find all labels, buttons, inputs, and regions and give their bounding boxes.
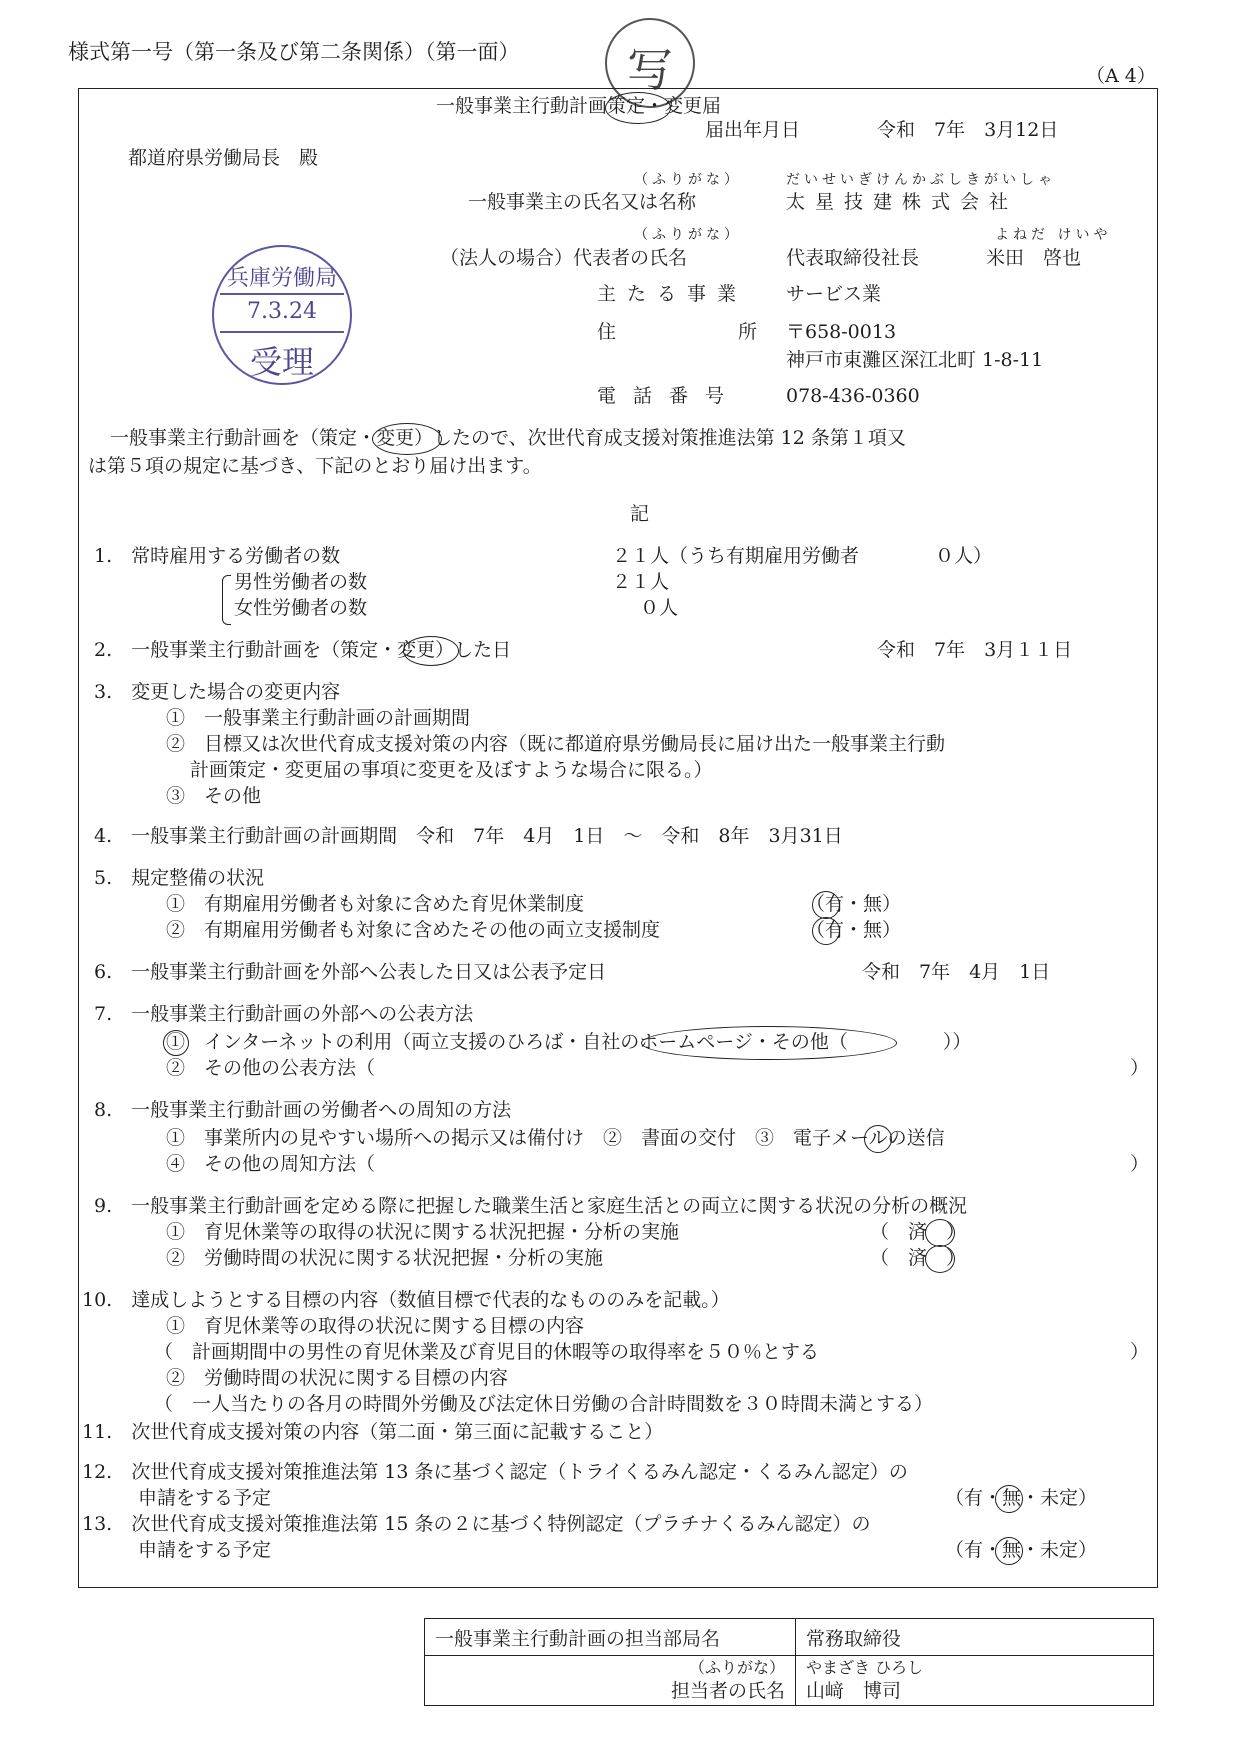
item-9-option-2-value: （ 済 ） <box>870 1247 966 1269</box>
rep-furigana-label: （ふりがな） <box>634 227 742 243</box>
item-13-value-circle <box>995 1537 1023 1565</box>
item-13-label-line-2: 申請をする予定 <box>138 1539 272 1561</box>
representative-name: 米田 啓也 <box>986 247 1082 269</box>
item-7-homepage-circle <box>641 1026 897 1060</box>
item-1-male: ２１人 <box>612 571 670 593</box>
contact-furigana: やまざき ひろし <box>806 1658 924 1677</box>
business-label: 主たる事業 <box>597 283 748 305</box>
item-10-goal-2-detail: （ 一人当たりの各月の時間外労働及び法定休日労働の合計時間数を３０時間未満とする） <box>154 1393 934 1415</box>
item-5-label: 5. 規定整備の状況 <box>94 867 265 889</box>
item-10-goal-2-heading: ② 労働時間の状況に関する目標の内容 <box>166 1367 509 1389</box>
item-3-option-2a: ② 目標又は次世代育成支援対策の内容（既に都道府県労働局長に届け出た一般事業主行動 <box>166 733 946 755</box>
contact-furigana-label: （ふりがな） <box>688 1658 785 1677</box>
contact-name: 山﨑 博司 <box>806 1679 902 1702</box>
representative-label: （法人の場合）代表者の氏名 <box>440 247 688 269</box>
item-9-option-2-circle <box>925 1245 955 1273</box>
item-9-option-1: ① 育児休業等の取得の状況に関する状況把握・分析の実施 <box>166 1221 680 1243</box>
name-furigana: だいせいぎけんかぶしきがいしゃ <box>786 172 1056 188</box>
item-12-label-line-1: 12. 次世代育成支援対策推進法第 13 条に基づく認定（トライくるみん認定・くるみん認定）の <box>82 1461 908 1483</box>
business-value: サービス業 <box>786 283 882 305</box>
item-2-selection-circle <box>403 636 459 666</box>
postal-code: 〒658-0013 <box>786 321 897 343</box>
item-9-option-1-value: （ 済 ） <box>870 1221 966 1243</box>
item-10-goal-1-detail: （ 計画期間中の男性の育児休業及び育児目的休暇等の取得率を５０％とする <box>154 1341 820 1363</box>
receipt-office: 兵庫労働局 <box>226 266 337 291</box>
item-2-label: 2. 一般事業主行動計画を（策定・変更）した日 <box>94 639 512 661</box>
item-5-option-2: ② 有期雇用労働者も対象に含めたその他の両立支援制度 <box>166 919 661 941</box>
item-12-label-line-2: 申請をする予定 <box>138 1487 272 1509</box>
item-12-value: （有・無・未定） <box>945 1487 1098 1509</box>
item-8-options: ① 事業所内の見やすい場所への掲示又は備付け ② 書面の交付 ③ 電子メールの送信 <box>166 1127 945 1149</box>
contact-name-values <box>796 1656 1154 1706</box>
item-3-option-3: ③ その他 <box>166 785 262 807</box>
item-6-label: 6. 一般事業主行動計画を外部へ公表した日又は公表予定日 <box>94 961 607 983</box>
item-8-option-3-circle <box>864 1125 892 1153</box>
ki-heading: 記 <box>630 503 650 525</box>
department-label: 一般事業主行動計画の担当部局名 <box>425 1619 796 1656</box>
item-1-female-label: 女性労働者の数 <box>234 597 368 619</box>
phone-value: 078-436-0360 <box>786 385 920 407</box>
address-label-2: 所 <box>738 321 758 343</box>
intro-line-2: は第５項の規定に基づき、下記のとおり届け出ます。 <box>88 455 542 477</box>
item-4-label: 4. 一般事業主行動計画の計画期間 令和 7年 4月 1日 ～ 令和 8年 3月31日 <box>94 825 843 847</box>
item-7-option-1: ① インターネットの利用（両立支援のひろば・自社のホームページ・その他（ ）） <box>166 1031 972 1053</box>
item-8-option-4: ④ その他の周知方法（ <box>166 1153 376 1175</box>
item-1-bracket <box>222 575 231 625</box>
representative-title: 代表取締役社長 <box>786 247 920 269</box>
department-value: 常務取締役 <box>796 1619 1154 1656</box>
addressee: 都道府県労働局長 殿 <box>128 147 319 169</box>
item-5-option-1-value: （有・無） <box>806 893 902 915</box>
item-3-label: 3. 変更した場合の変更内容 <box>94 681 341 703</box>
item-5-option-2-value: （有・無） <box>806 919 902 941</box>
item-1-male-label: 男性労働者の数 <box>234 571 368 593</box>
item-7-option-1-circle <box>163 1030 189 1056</box>
item-3-option-2b: 計画策定・変更届の事項に変更を及ぼすような場合に限る。） <box>190 759 713 781</box>
item-7-option-2-end: ） <box>1130 1057 1150 1079</box>
address-value: 神戸市東灘区深江北町 1-8-11 <box>786 349 1044 371</box>
responsible-person-table <box>424 1618 1154 1706</box>
contact-name-labels <box>425 1656 796 1706</box>
employer-name-label: 一般事業主の氏名又は名称 <box>468 191 697 213</box>
item-10-goal-1-heading: ① 育児休業等の取得の状況に関する目標の内容 <box>166 1315 585 1337</box>
item-7-option-2: ② その他の公表方法（ <box>166 1057 376 1079</box>
item-5-option-1-circle <box>812 891 840 919</box>
rep-furigana: よねだ けいや <box>995 227 1112 243</box>
name-furigana-label: （ふりがな） <box>634 172 742 188</box>
intro-selection-circle <box>372 423 442 455</box>
item-1-female: ０人 <box>640 597 679 619</box>
document-title: 一般事業主行動計画策定・変更届 <box>436 95 722 117</box>
item-9-option-2: ② 労働時間の状況に関する状況把握・分析の実施 <box>166 1247 604 1269</box>
contact-name-label: 担当者の氏名 <box>670 1679 785 1702</box>
item-9-option-1-circle <box>925 1219 955 1247</box>
address-label-1: 住 <box>597 321 617 343</box>
item-8-option-4-end: ） <box>1130 1153 1150 1175</box>
item-10-label: 10. 達成しようとする目標の内容（数値目標で代表的なもののみを記載。） <box>82 1289 730 1311</box>
intro-line-1: 一般事業主行動計画を（策定・変更）したので、次世代育成支援対策推進法第 12 条第１項又 <box>110 427 906 449</box>
item-7-label: 7. 一般事業主行動計画の外部への公表方法 <box>94 1003 474 1025</box>
form-title: 様式第一号（第一条及び第二条関係）（第一面） <box>68 40 520 64</box>
paper-size-label: （A 4） <box>1086 65 1156 87</box>
employer-name: 太星技建株式会社 <box>786 191 1019 213</box>
item-1-total: ２１人（うち有期雇用労働者 ０人） <box>612 545 993 567</box>
item-8-label: 8. 一般事業主行動計画の労働者への周知の方法 <box>94 1099 512 1121</box>
item-10-goal-1-end: ） <box>1130 1341 1150 1363</box>
date-value: 令和 7年 3月12日 <box>877 119 1059 141</box>
receipt-date: 7.3.24 <box>247 299 317 324</box>
item-13-label-line-1: 13. 次世代育成支援対策推進法第 15 条の２に基づく特例認定（プラチナくるみん認定）の <box>82 1513 871 1535</box>
item-9-label: 9. 一般事業主行動計画を定める際に把握した職業生活と家庭生活との両立に関する状況の分析の概況 <box>94 1195 968 1217</box>
item-12-value-circle <box>995 1485 1023 1513</box>
receipt-stamp <box>212 245 352 385</box>
item-3-option-1: ① 一般事業主行動計画の計画期間 <box>166 707 471 729</box>
item-6-date: 令和 7年 4月 1日 <box>862 961 1051 983</box>
item-5-option-1: ① 有期雇用労働者も対象に含めた育児休業制度 <box>166 893 585 915</box>
item-2-date: 令和 7年 3月１１日 <box>877 639 1073 661</box>
date-label: 届出年月日 <box>705 119 801 141</box>
item-1-label: 1. 常時雇用する労働者の数 <box>94 545 341 567</box>
receipt-status: 受理 <box>249 343 314 381</box>
item-11-label: 11. 次世代育成支援対策の内容（第二面・第三面に記載すること） <box>82 1421 664 1443</box>
title-selection-circle <box>605 92 671 124</box>
phone-label: 電話番号 <box>597 385 742 407</box>
item-13-value: （有・無・未定） <box>945 1539 1098 1561</box>
item-5-option-2-circle <box>812 917 840 945</box>
copy-stamp: 写 <box>605 18 695 108</box>
